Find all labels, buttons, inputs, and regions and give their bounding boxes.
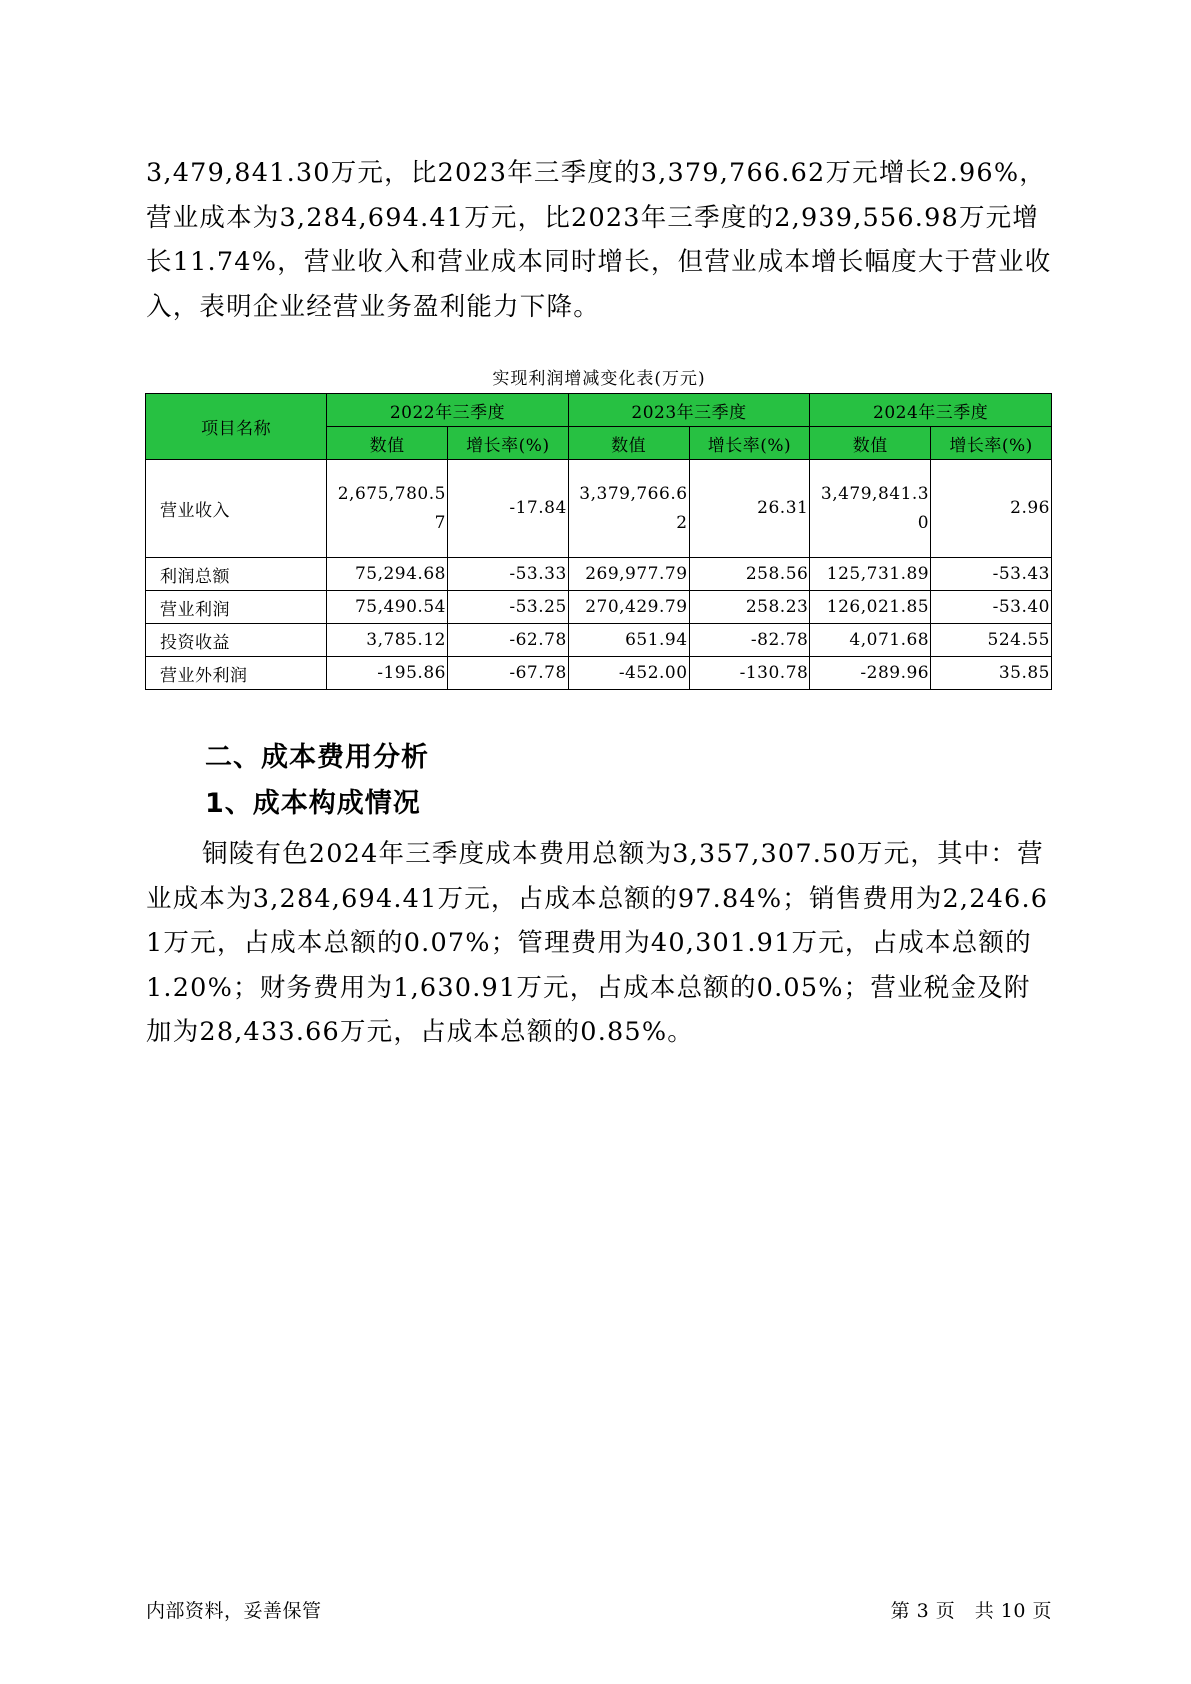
- cell-value: -452.00: [568, 657, 689, 690]
- cell-value: 126,021.85: [810, 591, 931, 624]
- cell-value: 3,785.12: [327, 624, 448, 657]
- cell-rate: -53.33: [447, 558, 568, 591]
- cell-rate: 26.31: [689, 460, 810, 558]
- row-label: 营业利润: [146, 591, 327, 624]
- header-growth-rate: 增长率(%): [447, 427, 568, 460]
- cell-rate: 524.55: [931, 624, 1052, 657]
- section-heading: 二、成本费用分析: [205, 742, 429, 773]
- profit-change-table: [145, 393, 1052, 690]
- table-row: [146, 624, 1052, 657]
- cell-value: 4,071.68: [810, 624, 931, 657]
- body-paragraph-cost: 铜陵有色2024年三季度成本费用总额为3,357,307.50万元，其中：营业成本为3,284,694.41万元，占成本总额的97.84%；销售费用为2,246.61万元，占成本总额的0.07%；管理费用为40,301.91万元，占成本总额的1.20%；财务费用为1,630.91万元，占成本总额的0.05%；营业税金及附加为28,433.66万元，占成本总额的0.85%。: [146, 839, 1049, 1047]
- subsection-heading: 1、成本构成情况: [205, 788, 421, 819]
- cell-rate: -130.78: [689, 657, 810, 690]
- row-label: 营业外利润: [146, 657, 327, 690]
- table-row: [146, 657, 1052, 690]
- cell-value: 2,675,780.57: [327, 460, 448, 558]
- cell-rate: -53.25: [447, 591, 568, 624]
- cell-rate: -62.78: [447, 624, 568, 657]
- header-value: 数值: [327, 427, 448, 460]
- row-label: 投资收益: [146, 624, 327, 657]
- header-growth-rate: 增长率(%): [689, 427, 810, 460]
- body-paragraph-revenue: 3,479,841.30万元，比2023年三季度的3,379,766.62万元增长2.96%，营业成本为3,284,694.41万元，比2023年三季度的2,939,556.98万元增长11.74%，营业收入和营业成本同时增长，但营业成本增长幅度大于营业收入，表明企业经营业务盈利能力下降。: [146, 158, 1052, 322]
- header-period: 2024年三季度: [810, 394, 1052, 427]
- header-growth-rate: 增长率(%): [931, 427, 1052, 460]
- cell-rate: -67.78: [447, 657, 568, 690]
- cell-rate: -17.84: [447, 460, 568, 558]
- cell-value: 125,731.89: [810, 558, 931, 591]
- table-caption: 实现利润增减变化表(万元): [492, 369, 706, 389]
- cell-value: 651.94: [568, 624, 689, 657]
- header-period: 2022年三季度: [327, 394, 569, 427]
- cell-rate: 35.85: [931, 657, 1052, 690]
- cell-rate: 2.96: [931, 460, 1052, 558]
- cell-rate: -82.78: [689, 624, 810, 657]
- cell-value: 75,294.68: [327, 558, 448, 591]
- cell-rate: -53.43: [931, 558, 1052, 591]
- cell-rate: -53.40: [931, 591, 1052, 624]
- footer-page-number: 第 3 页 共 10 页: [890, 1600, 1052, 1622]
- header-item-name: 项目名称: [146, 394, 327, 460]
- header-value: 数值: [810, 427, 931, 460]
- cell-value: 75,490.54: [327, 591, 448, 624]
- footer-confidential-note: 内部资料，妥善保管: [146, 1600, 322, 1622]
- row-label: 利润总额: [146, 558, 327, 591]
- cell-value: 3,479,841.30: [810, 460, 931, 558]
- header-period: 2023年三季度: [568, 394, 810, 427]
- table-row: [146, 591, 1052, 624]
- cell-rate: 258.56: [689, 558, 810, 591]
- header-value: 数值: [568, 427, 689, 460]
- cell-value: 270,429.79: [568, 591, 689, 624]
- table-row: [146, 558, 1052, 591]
- cell-value: 3,379,766.62: [568, 460, 689, 558]
- cell-value: 269,977.79: [568, 558, 689, 591]
- cell-value: -289.96: [810, 657, 931, 690]
- cell-rate: 258.23: [689, 591, 810, 624]
- cell-value: -195.86: [327, 657, 448, 690]
- row-label: 营业收入: [146, 460, 327, 558]
- table-row: [146, 460, 1052, 558]
